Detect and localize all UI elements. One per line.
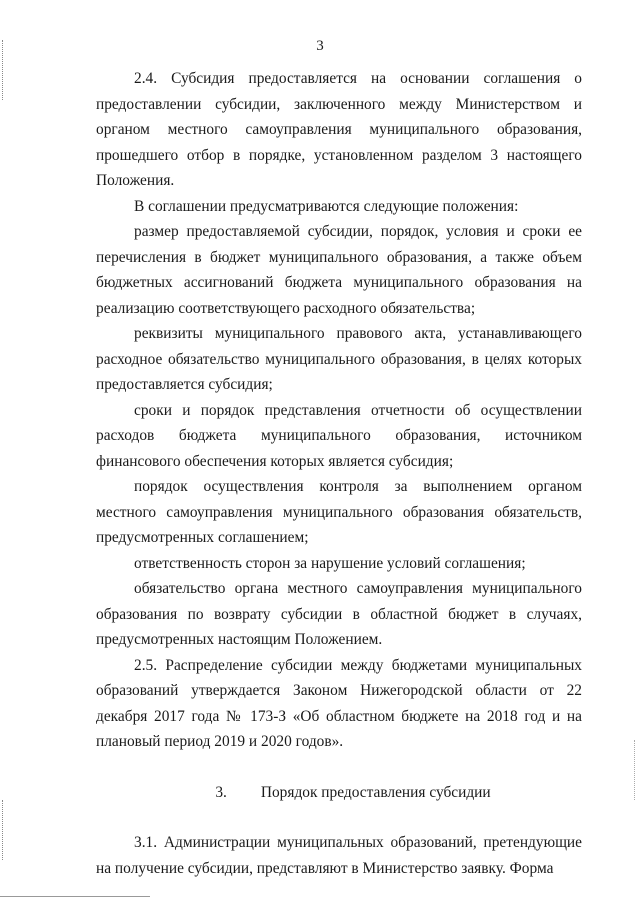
spacer	[96, 805, 582, 830]
footer-rule	[0, 896, 150, 897]
paragraph-control: порядок осуществления контроля за выполнением органом местного самоуправления муниципального образования обязательств, предусмотренных соглашением;	[96, 478, 582, 546]
paragraph-agreement-intro: В соглашении предусматриваются следующие положения:	[134, 197, 519, 215]
page-number: 3	[316, 38, 324, 54]
section-title: Порядок предоставления субсидии	[260, 783, 491, 801]
scan-edge-mark	[2, 800, 5, 860]
paragraph-3-1: 3.1. Администрации муниципальных образований, претендующие на получение субсидии, представляют в Министерство заявку. Форма	[96, 834, 582, 877]
section-heading	[124, 780, 582, 806]
paragraph-obligation: обязательство органа местного самоуправления муниципального образования по возврату субсидии в областной бюджет в случаях, предусмотренных настоящим Положением.	[96, 580, 582, 648]
document-body	[96, 66, 582, 881]
section-number: 3.	[215, 783, 227, 801]
paragraph-subsidy-size: размер предоставляемой субсидии, порядок, условия и сроки ее перечисления в бюджет муниципального образования, а также объем бюджетных ассигнований бюджета муниципального образования на реализацию соответствующего расходного обязательства;	[96, 223, 582, 317]
scan-edge-mark	[634, 740, 636, 800]
paragraph-responsibility: ответственность сторон за нарушение условий соглашения;	[134, 554, 526, 572]
paragraph-legal-act: реквизиты муниципального правового акта, устанавливающего расходное обязательство муниципального образования, в целях которых предоставляется субсидия;	[96, 325, 582, 393]
paragraph-2-5: 2.5. Распределение субсидии между бюджетами муниципальных образований утверждается Законом Нижегородской области от 22 декабря 2017 года № 173-З «Об областном бюджете на 2018 год и на плановый период 2019 и 2020 годов».	[96, 656, 582, 750]
paragraph-2-4: 2.4. Субсидия предоставляется на основании соглашения о предоставлении субсидии, заключенного между Министерством и органом местного самоуправления муниципального образования, прошедшего отбор в порядке, установленном разделом 3 настоящего Положения.	[96, 70, 582, 189]
spacer	[96, 755, 582, 780]
paragraph-reporting: сроки и порядок представления отчетности об осуществлении расходов бюджета муниципального образования, источником финансового обеспечения которых является субсидия;	[96, 401, 582, 470]
